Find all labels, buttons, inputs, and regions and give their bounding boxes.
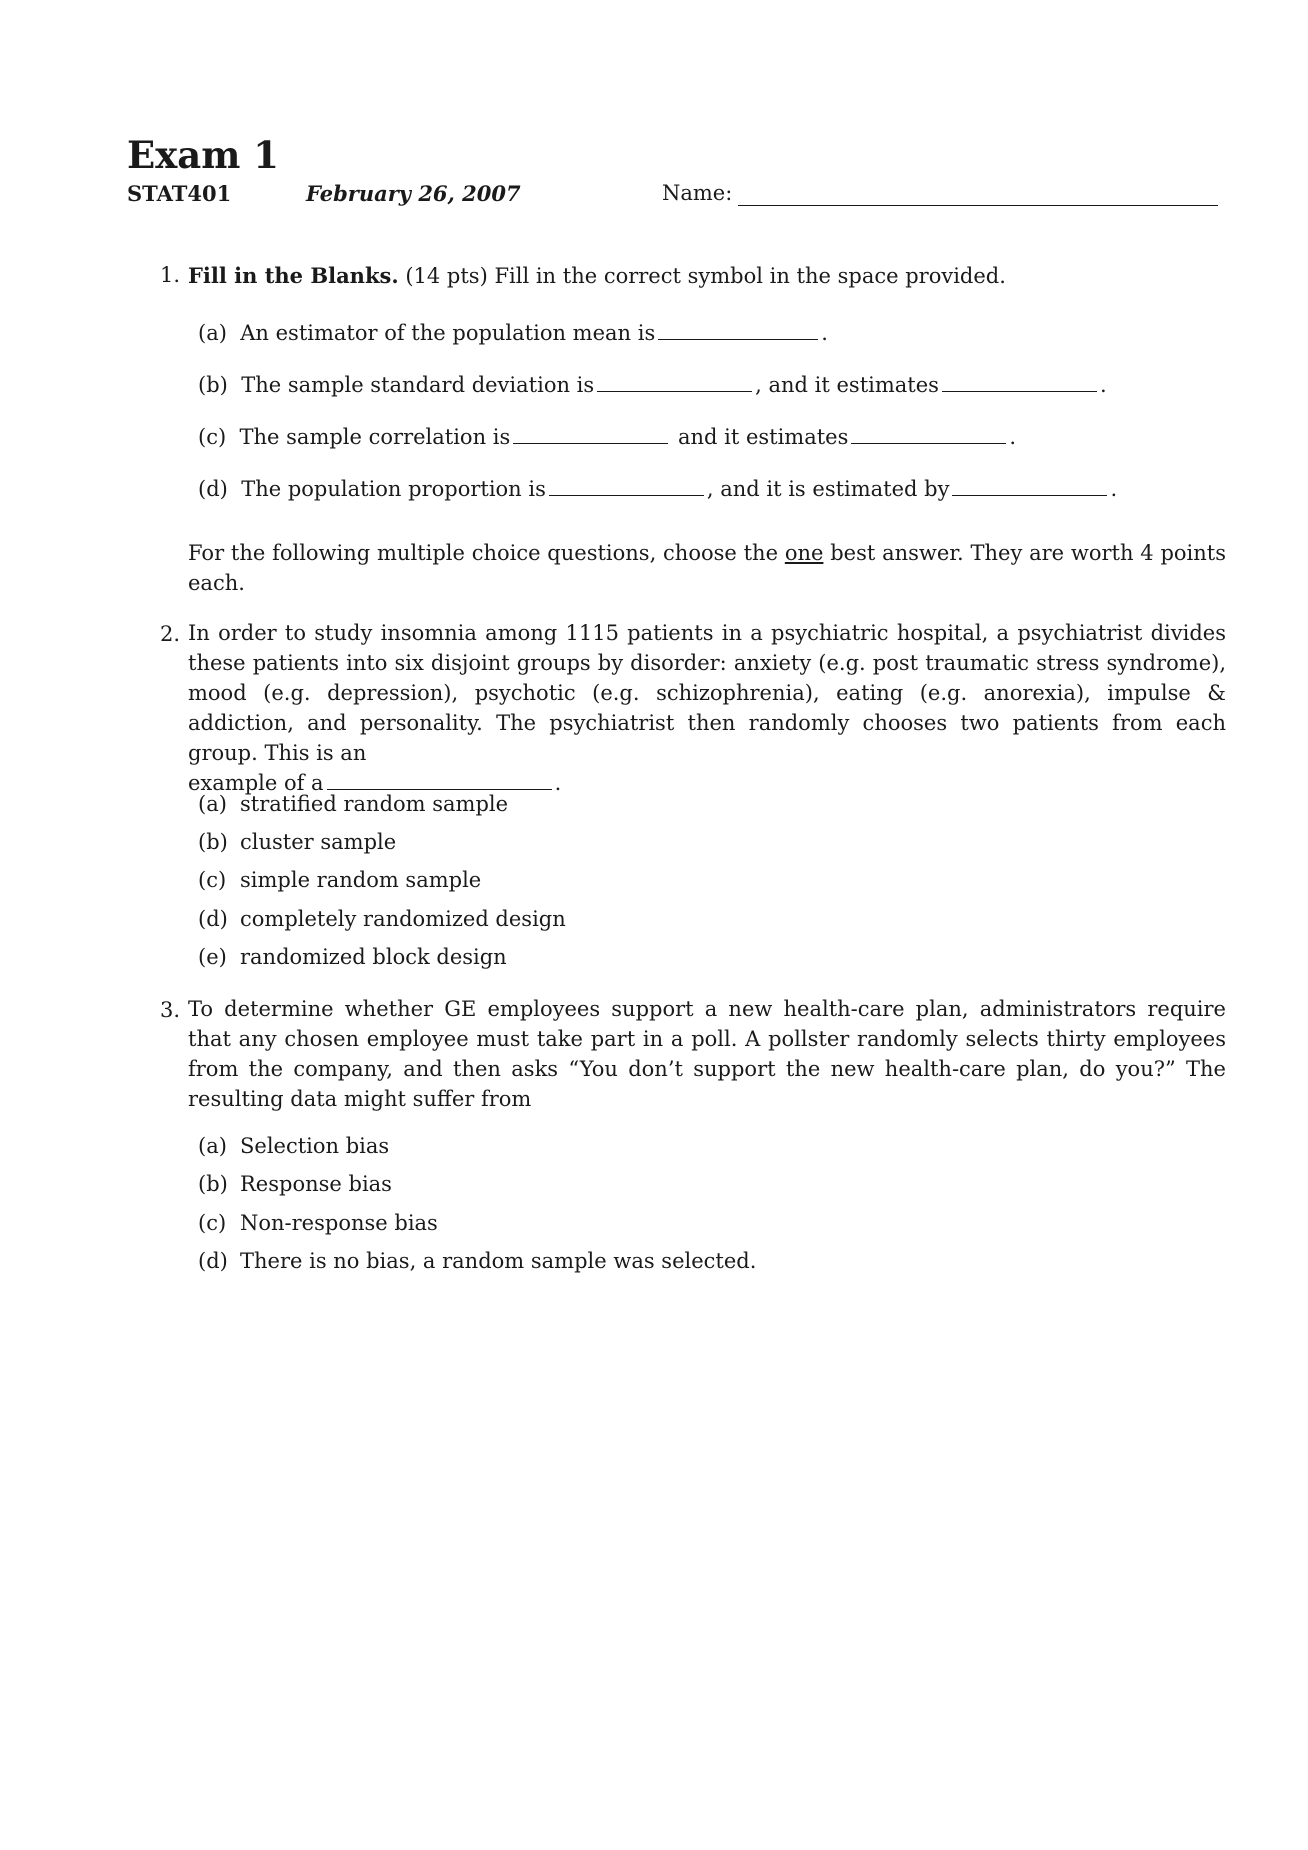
option-label: (c) xyxy=(198,868,227,892)
exam-date: February 26, 2007 xyxy=(306,181,521,206)
option-label: (c) xyxy=(198,1211,227,1235)
part-text-2: and it estimates xyxy=(677,425,849,449)
q2-stem xyxy=(188,618,1226,798)
part-text: The sample correlation is xyxy=(239,425,511,449)
punctuation: . xyxy=(1110,477,1118,501)
q2-number: 2. xyxy=(160,622,181,646)
part-text: The sample standard deviation is xyxy=(241,373,595,397)
option-text: Selection bias xyxy=(240,1134,390,1158)
option-label: (d) xyxy=(198,907,228,931)
q1-heading: Fill in the Blanks. xyxy=(188,263,399,288)
q1-part-b xyxy=(198,373,1107,396)
option-text: completely randomized design xyxy=(240,907,566,931)
part-text: The population proportion is xyxy=(241,477,546,501)
q2-text-end: example of a xyxy=(188,771,324,795)
answer-blank[interactable] xyxy=(549,477,704,496)
option-text: Non-response bias xyxy=(240,1211,438,1235)
part-text-2: , and it estimates xyxy=(755,373,939,397)
option-label: (b) xyxy=(198,1172,228,1196)
mc-underlined: one xyxy=(784,541,824,565)
option-text: randomized block design xyxy=(240,945,507,969)
option-label: (a) xyxy=(198,1134,227,1158)
option-text: stratified random sample xyxy=(240,792,509,816)
option-label: (e) xyxy=(198,945,227,969)
option-label: (d) xyxy=(198,1249,228,1273)
answer-blank[interactable] xyxy=(327,771,552,790)
punctuation: . xyxy=(1009,425,1017,449)
q3-option-d[interactable] xyxy=(198,1251,756,1272)
part-text: An estimator of the population mean is xyxy=(240,321,656,345)
q1-part-a xyxy=(198,321,828,344)
option-text: Response bias xyxy=(240,1172,392,1196)
q3-stem xyxy=(188,994,1226,1114)
option-label: (a) xyxy=(198,792,227,816)
q2-option-c[interactable] xyxy=(198,870,481,891)
option-text: cluster sample xyxy=(240,830,397,854)
name-blank[interactable] xyxy=(738,205,1218,206)
q2-option-e[interactable] xyxy=(198,947,507,968)
answer-blank[interactable] xyxy=(851,425,1006,444)
q2-text: In order to study insomnia among 1115 patients in a psychiatric hospital, a psychiatrist divides these patients into six disjoint groups by disorder: anxiety (e.g. post traumatic stress syndrome), mood (e.g. depression), psychotic (e.g. schizophrenia), eating (e.g. anorexia), impulse & addiction, and personality. The psychiatrist then randomly chooses two patients from each group. This is an xyxy=(188,621,1226,765)
option-text: simple random sample xyxy=(240,868,482,892)
q1-header xyxy=(188,265,1006,287)
punctuation: . xyxy=(554,771,562,795)
part-text-2: , and it is estimated by xyxy=(706,477,950,501)
mc-text-2: best answer. They are worth 4 points each. xyxy=(188,541,1226,595)
part-label: (b) xyxy=(198,373,228,397)
part-label: (a) xyxy=(198,321,227,345)
q3-option-c[interactable] xyxy=(198,1213,438,1234)
part-label: (d) xyxy=(198,477,228,501)
option-label: (b) xyxy=(198,830,228,854)
q2-option-d[interactable] xyxy=(198,909,566,930)
q3-number: 3. xyxy=(160,998,181,1022)
answer-blank[interactable] xyxy=(597,373,752,392)
answer-blank[interactable] xyxy=(942,373,1097,392)
answer-blank[interactable] xyxy=(952,477,1107,496)
mc-instructions xyxy=(188,538,1226,598)
q1-intro: (14 pts) Fill in the correct symbol in the space provided. xyxy=(405,264,1006,288)
q3-option-b[interactable] xyxy=(198,1174,392,1195)
q3-option-a[interactable] xyxy=(198,1136,389,1157)
exam-title: Exam 1 xyxy=(127,133,280,177)
answer-blank[interactable] xyxy=(513,425,668,444)
q3-text: To determine whether GE employees support a new health-care plan, administrators require that any chosen employee must take part in a poll. A pollster randomly selects thirty employees from the company, and then asks “You don’t support the new health-care plan, do you?” The resulting data might suffer from xyxy=(188,997,1226,1111)
answer-blank[interactable] xyxy=(658,321,818,340)
q1-number: 1. xyxy=(160,263,181,287)
q2-option-b[interactable] xyxy=(198,832,396,853)
mc-text: For the following multiple choice questions, choose the xyxy=(188,541,779,565)
q1-part-d xyxy=(198,477,1117,500)
name-label: Name: xyxy=(662,181,733,205)
course-code: STAT401 xyxy=(127,181,232,206)
punctuation: . xyxy=(1099,373,1107,397)
q2-option-a[interactable] xyxy=(198,794,508,815)
part-label: (c) xyxy=(198,425,227,449)
punctuation: . xyxy=(821,321,828,345)
option-text: There is no bias, a random sample was selected. xyxy=(240,1249,757,1273)
q1-part-c xyxy=(198,425,1016,448)
